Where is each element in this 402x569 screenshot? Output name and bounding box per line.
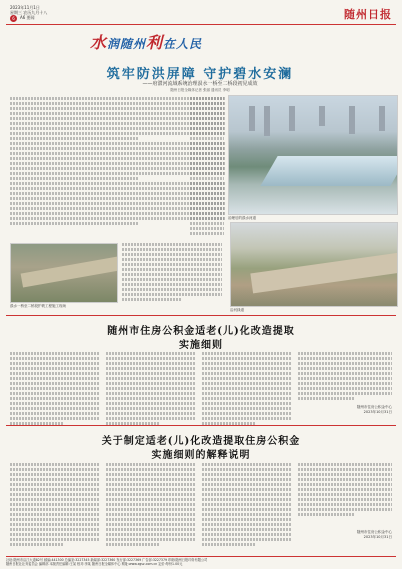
section-banner bbox=[90, 30, 310, 50]
section-divider-2 bbox=[6, 425, 396, 426]
notice1-signature: 随州市住房公积金中心 2023年10月31日 bbox=[357, 405, 392, 414]
notice1-title: 随州市住房公积金适老(儿)化改造提取 bbox=[107, 326, 295, 337]
notice1-col4 bbox=[298, 352, 392, 402]
river-photo-caption: 治理后的涢水河道 bbox=[228, 216, 256, 220]
notice2-col4 bbox=[298, 463, 392, 518]
paper-logo: 随州日报 bbox=[344, 8, 392, 21]
notice2-title: 关于制定适老(儿)化改造提取住房公积金 bbox=[101, 436, 301, 447]
article-body-left-lower bbox=[122, 243, 222, 303]
park-photo bbox=[230, 222, 398, 307]
dam-photo-caption: 涢水一桥至二桥段护坡工程施工现场 bbox=[10, 304, 66, 308]
notice2-col2 bbox=[106, 463, 196, 548]
notice1-col2 bbox=[106, 352, 196, 427]
notice1-subtitle: 实施细则 bbox=[179, 340, 223, 351]
banner-char-benefit: 利 bbox=[146, 33, 164, 52]
notice2-signature: 随州市住房公积金中心 2023年10月31日 bbox=[357, 530, 392, 539]
banner-text-mid: 润随州 bbox=[107, 37, 147, 51]
banner-char-water: 水 bbox=[90, 33, 108, 52]
banner-text-right: 在人民 bbox=[163, 37, 203, 51]
notice1-col3 bbox=[202, 352, 292, 427]
river-photo bbox=[228, 95, 398, 215]
article-body-mid bbox=[190, 97, 224, 237]
page-footer bbox=[6, 556, 396, 566]
masthead bbox=[6, 3, 396, 25]
park-photo-caption: 沿河绿道 bbox=[230, 308, 244, 312]
article-subhead: ——府澴河流域系统治理涢水一桥至二桥段初见成效 bbox=[142, 81, 258, 87]
date-line: 2023年11月1日 星期三 农历九月十八 bbox=[10, 5, 48, 15]
section-divider bbox=[6, 315, 396, 316]
edition-badge: 6 bbox=[10, 15, 17, 22]
article-headline: 筑牢防洪屏障 守护碧水安澜 bbox=[106, 67, 294, 82]
footer-line-1: 社址:随州市沿江大道82号 邮编:441300 总编室:3227345 新闻部:3227360 发行部:3227369 广告部:3227379 印刷:随州日报印务有限公司 bbox=[6, 558, 208, 562]
notice2-subtitle: 实施细则的解释说明 bbox=[151, 450, 251, 461]
notice2-col1 bbox=[10, 463, 100, 548]
notice1-col1 bbox=[10, 352, 100, 427]
edition-label: A6 要闻 bbox=[20, 15, 35, 20]
footer-line-2: 随州日报社社务委员会 编辑部 本版责任编辑:王某 校对:李某 随州日报全媒体中心 网址:www.zgsz.com.cn 定价:每份1.00元 bbox=[6, 562, 183, 566]
dam-photo bbox=[10, 243, 118, 303]
article-byline: 随州日报全媒体记者 张丽 通讯员 李明 bbox=[170, 88, 230, 92]
notice2-col3 bbox=[202, 463, 292, 548]
